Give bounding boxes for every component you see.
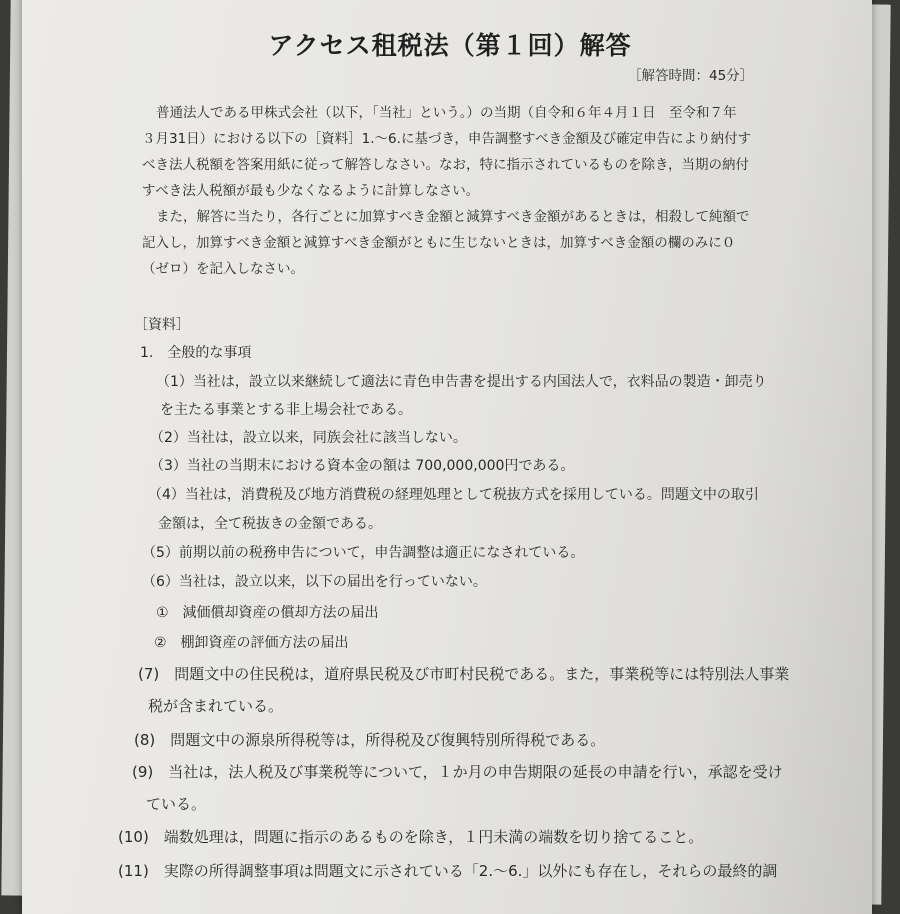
intro-line: （ゼロ）を記入しなさい。 (142, 261, 304, 277)
list-item: を主たる事業とする非上場会社である。 (160, 402, 412, 418)
list-item: (9) 当社は，法人税及び事業税等について，１か月の申告期限の延長の申請を行い，承認を受け (132, 763, 783, 781)
page-title: アクセス租税法（第１回）解答 (268, 31, 632, 60)
list-item: （4）当社は，消費税及び地方消費税の経理処理として税抜方式を採用している。問題文中の取引 (148, 487, 759, 503)
intro-line: べき法人税額を答案用紙に従って解答しなさい。なお，特に指示されているものを除き，当期の納付 (142, 157, 749, 173)
list-item: （5）前期以前の税務申告について，申告調整は適正になされている。 (142, 545, 585, 561)
list-item: 税が含まれている。 (148, 697, 284, 715)
intro-line: また，解答に当たり，各行ごとに加算すべき金額と減算すべき金額があるときは，相殺して純額で (156, 209, 750, 225)
answer-time: ［解答時間：45分］ (628, 68, 754, 84)
list-item: (10) 端数処理は，問題に指示のあるものを除き，１円未満の端数を切り捨てること。 (118, 828, 704, 846)
intro-line: 記入し，加算すべき金額と減算すべき金額がともに生じないときは，加算すべき金額の欄のみに０ (142, 235, 736, 251)
list-item: ① 減価償却資産の償却方法の届出 (156, 605, 379, 621)
list-item: (7) 問題文中の住民税は，道府県民税及び市町村民税である。また，事業税等には特別法人事業 (138, 665, 790, 683)
list-item: 金額は，全て税抜きの金額である。 (158, 516, 382, 532)
intro-line: ３月31日）における以下の［資料］1.～6.に基づき，申告調整すべき金額及び確定申告により納付す (142, 131, 752, 147)
section-heading: 1. 全般的な事項 (140, 345, 252, 361)
list-item: （1）当社は，設立以来継続して適法に青色申告書を提出する内国法人で，衣料品の製造・卸売り (156, 374, 767, 390)
list-item: （6）当社は，設立以来，以下の届出を行っていない。 (142, 574, 487, 590)
list-item: ている。 (146, 795, 207, 813)
intro-line: 普通法人である甲株式会社（以下，「当社」という。）の当期（自令和６年４月１日 至令和７年 (156, 105, 737, 121)
list-item: ② 棚卸資産の評価方法の届出 (154, 635, 349, 651)
list-item: （3）当社の当期末における資本金の額は 700,000,000円である。 (150, 458, 575, 474)
section-label: ［資料］ (134, 317, 190, 333)
list-item: （2）当社は，設立以来，同族会社に該当しない。 (150, 430, 467, 446)
intro-paragraph (142, 100, 792, 282)
list-item: (8) 問題文中の源泉所得税等は，所得税及び復興特別所得税である。 (134, 731, 606, 749)
list-item: (11) 実際の所得調整事項は問題文に示されている「2.～6.」以外にも存在し，それらの最終的調 (118, 862, 778, 880)
intro-line: すべき法人税額が最も少なくなるように計算しなさい。 (142, 183, 480, 199)
